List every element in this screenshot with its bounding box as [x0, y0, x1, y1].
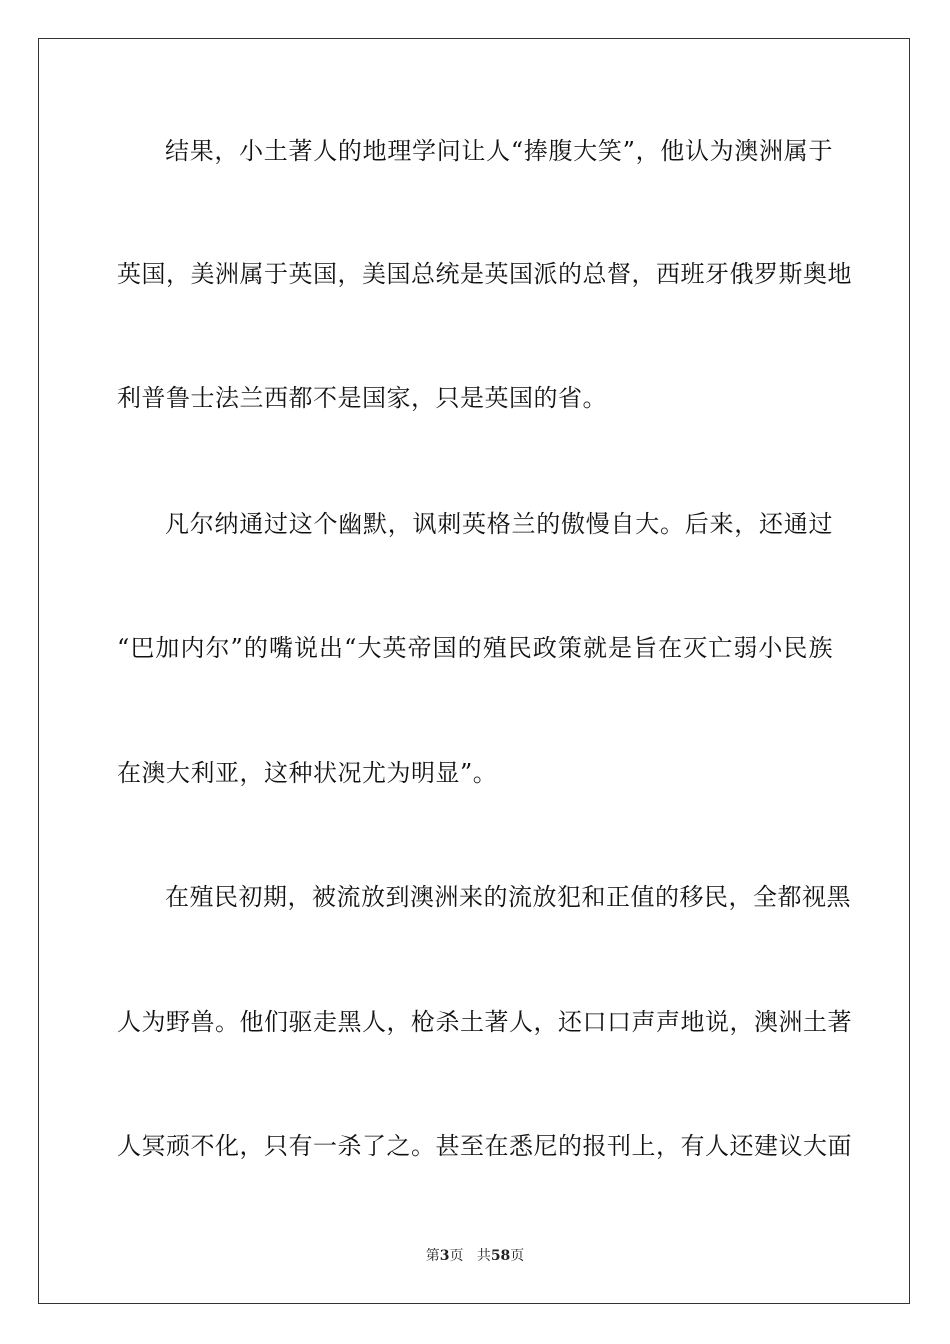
page-footer: [0, 1247, 950, 1265]
page-suffix: 页: [449, 1248, 464, 1264]
text-line: 在殖民初期，被流放到澳洲来的流放犯和正值的移民，全都视黑: [165, 883, 851, 911]
text-line: 人冥顽不化，只有一杀了之。甚至在悉尼的报刊上，有人还建议大面: [117, 1132, 852, 1160]
text-line: 人为野兽。他们驱走黑人，枪杀土著人，还口口声声地说，澳洲土著: [117, 1008, 852, 1036]
text-line: 凡尔纳通过这个幽默，讽刺英格兰的傲慢自大。后来，还通过: [165, 510, 833, 538]
text-line: 利普鲁士法兰西都不是国家，只是英国的省。: [117, 384, 607, 412]
text-line: 结果，小土著人的地理学问让人“捧腹大笑”，他认为澳洲属于: [165, 137, 833, 165]
total-suffix: 页: [510, 1248, 525, 1264]
text-line: 英国，美洲属于英国，美国总统是英国派的总督，西班牙俄罗斯奥地: [117, 260, 852, 288]
total-prefix: 共: [476, 1248, 491, 1264]
total-pages: 58: [490, 1248, 511, 1264]
page-number: 3: [439, 1248, 450, 1264]
page-border: [38, 38, 910, 1304]
text-line: 在澳大利亚，这种状况尤为明显”。: [117, 759, 498, 787]
text-line: “巴加内尔”的嘴说出“大英帝国的殖民政策就是旨在灭亡弱小民族: [117, 634, 833, 662]
page-prefix: 第: [425, 1248, 440, 1264]
